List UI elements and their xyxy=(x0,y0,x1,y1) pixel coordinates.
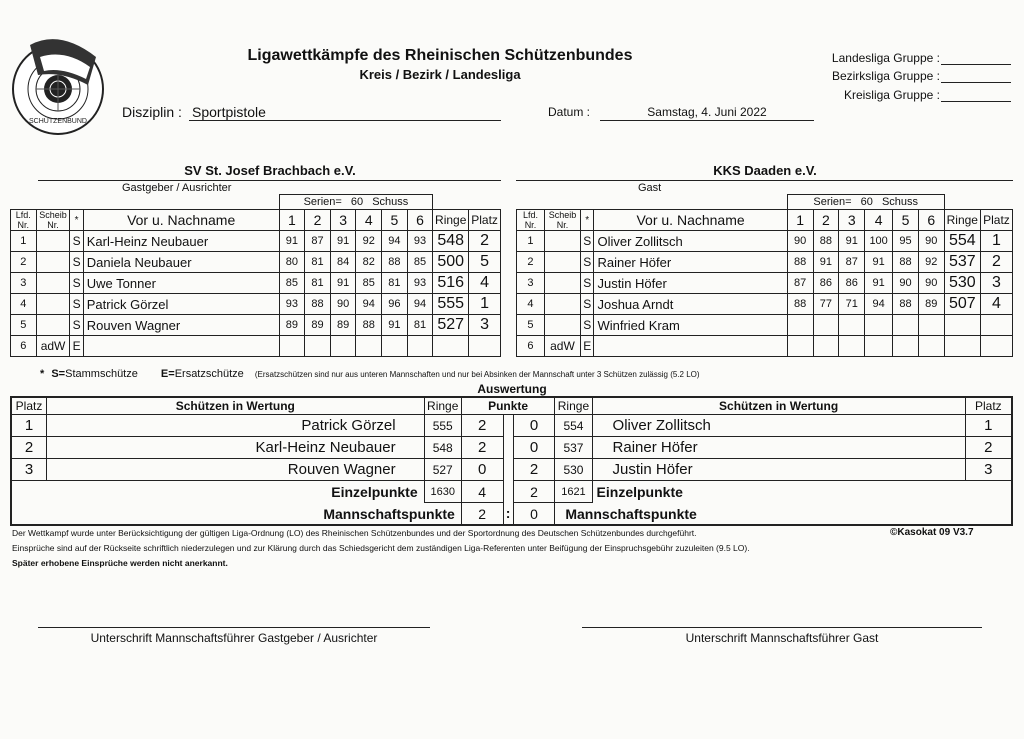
copyright: ©Kasokat 09 V3.7 xyxy=(890,527,974,538)
guest-shooter-type[interactable]: S xyxy=(581,315,594,336)
guest-serien-cell xyxy=(787,195,944,210)
home-platz[interactable] xyxy=(469,336,501,357)
aw-col-ringe-l: Ringe xyxy=(424,397,461,415)
datum-label: Datum : xyxy=(548,105,591,119)
guest-platz[interactable]: 2 xyxy=(980,252,1012,273)
aw-name-l[interactable]: Karl-Heinz Neubauer xyxy=(47,437,425,459)
home-ringe[interactable] xyxy=(433,336,469,357)
home-scheib-nr[interactable]: adW xyxy=(36,336,70,357)
home-row xyxy=(11,252,501,273)
page-subtitle: Kreis / Bezirk / Landesliga xyxy=(359,67,521,82)
guest-row xyxy=(517,273,1013,294)
spacer xyxy=(517,195,788,210)
aw-einzel-ringe-l: 1630 xyxy=(424,481,461,503)
home-team-table xyxy=(10,194,501,357)
guest-series-6[interactable] xyxy=(918,315,944,336)
guest-series-3[interactable]: 86 xyxy=(839,273,865,294)
guest-scheib-nr[interactable]: adW xyxy=(544,336,580,357)
guest-col-s3: 3 xyxy=(839,210,865,231)
home-shooter-name[interactable]: Uwe Tonner xyxy=(83,273,279,294)
aw-col-platz-l: Platz xyxy=(11,397,47,415)
guest-col-scheib: Scheib Nr. xyxy=(544,210,580,231)
home-row xyxy=(11,294,501,315)
guest-series-1[interactable]: 88 xyxy=(787,294,813,315)
home-shooter-type[interactable]: S xyxy=(70,252,83,273)
aw-einzel-pkt-l: 4 xyxy=(461,481,503,503)
home-series-3[interactable]: 91 xyxy=(330,231,356,252)
aw-pkt-r[interactable]: 2 xyxy=(513,459,555,481)
home-shooter-type[interactable]: E xyxy=(70,336,83,357)
auswertung-table xyxy=(10,396,1013,526)
home-col-s4: 4 xyxy=(356,210,382,231)
home-scheib-nr[interactable] xyxy=(36,315,70,336)
home-ringe[interactable]: 500 xyxy=(433,252,469,273)
guest-shooter-type[interactable]: S xyxy=(581,231,594,252)
home-series-1[interactable]: 80 xyxy=(279,252,305,273)
footer-line3: Später erhobene Einsprüche werden nicht anerkannt. xyxy=(12,558,228,568)
spacer xyxy=(433,195,501,210)
aw-pkt-l[interactable]: 0 xyxy=(461,459,503,481)
guest-series-4[interactable] xyxy=(865,315,893,336)
guest-lfd-nr[interactable]: 1 xyxy=(517,231,545,252)
home-lfd-nr[interactable]: 3 xyxy=(11,273,37,294)
guest-shooter-name[interactable]: Winfried Kram xyxy=(594,315,787,336)
guest-series-2[interactable] xyxy=(813,336,839,357)
home-schuss-label: Schuss xyxy=(372,196,409,208)
auswertung-row xyxy=(11,415,1012,437)
guest-shooter-name[interactable]: Justin Höfer xyxy=(594,273,787,294)
signature-label-home: Unterschrift Mannschaftsführer Gastgeber / Ausrichter xyxy=(90,631,378,645)
guest-shooter-type[interactable]: S xyxy=(581,252,594,273)
home-shooter-type[interactable]: S xyxy=(70,231,83,252)
guest-scheib-nr[interactable] xyxy=(544,315,580,336)
guest-series-1[interactable] xyxy=(787,336,813,357)
home-ringe[interactable]: 516 xyxy=(433,273,469,294)
home-series-2[interactable]: 81 xyxy=(305,252,331,273)
aw-pkt-l[interactable]: 2 xyxy=(461,437,503,459)
home-series-6[interactable]: 81 xyxy=(407,315,433,336)
aw-pkt-r[interactable]: 0 xyxy=(513,415,555,437)
home-ringe[interactable]: 527 xyxy=(433,315,469,336)
aw-col-punkte: Punkte xyxy=(461,397,555,415)
home-lfd-nr[interactable]: 6 xyxy=(11,336,37,357)
aw-einzel-ringe-r: 1621 xyxy=(555,481,592,503)
guest-series-6[interactable] xyxy=(918,336,944,357)
home-series-1[interactable]: 85 xyxy=(279,273,305,294)
home-col-s6: 6 xyxy=(407,210,433,231)
home-series-2[interactable]: 89 xyxy=(305,315,331,336)
guest-series-1[interactable]: 90 xyxy=(787,231,813,252)
bezirksliga-field[interactable] xyxy=(941,82,1011,83)
guest-col-s6: 6 xyxy=(918,210,944,231)
home-col-platz: Platz xyxy=(469,210,501,231)
guest-col-ringe: Ringe xyxy=(944,210,980,231)
aw-col-ringe-r: Ringe xyxy=(555,397,592,415)
home-serien-value[interactable]: 60 xyxy=(350,196,364,208)
home-row xyxy=(11,231,501,252)
aw-einzel-pkt-r: 2 xyxy=(513,481,555,503)
aw-einzel-label-l: Einzelpunkte xyxy=(331,483,418,500)
guest-shooter-name[interactable]: Rainer Höfer xyxy=(594,252,787,273)
footer-line2: Einsprüche sind auf der Rückseite schriftlich niederzulegen und zur Klärung durch das Schiedsgericht dem zuständigen Liga-Referenten unter Beifügung der Einspruchsgebühr zuzuleiten (9.5 LO). xyxy=(12,543,750,553)
guest-series-3[interactable]: 71 xyxy=(839,294,865,315)
home-series-3[interactable]: 91 xyxy=(330,273,356,294)
spacer xyxy=(503,415,513,437)
home-series-4[interactable]: 94 xyxy=(356,294,382,315)
aw-einzel-label-r: Einzelpunkte xyxy=(596,483,683,500)
aw-ringe-l[interactable]: 527 xyxy=(424,459,461,481)
guest-scheib-nr[interactable] xyxy=(544,273,580,294)
home-series-4[interactable]: 82 xyxy=(356,252,382,273)
guest-col-name: Vor u. Nachname xyxy=(594,210,787,231)
datum-value[interactable]: Samstag, 4. Juni 2022 xyxy=(647,105,767,119)
guest-col-platz: Platz xyxy=(980,210,1012,231)
aw-mannschaft-label-l: Mannschaftspunkte xyxy=(323,505,455,522)
spacer xyxy=(503,459,513,481)
home-series-3[interactable]: 84 xyxy=(330,252,356,273)
aw-pkt-r[interactable]: 0 xyxy=(513,437,555,459)
home-shooter-name[interactable]: Karl-Heinz Neubauer xyxy=(83,231,279,252)
home-ringe[interactable]: 548 xyxy=(433,231,469,252)
home-scheib-nr[interactable] xyxy=(36,273,70,294)
home-series-5[interactable]: 94 xyxy=(382,231,408,252)
guest-series-1[interactable]: 87 xyxy=(787,273,813,294)
bezirksliga-label: Bezirksliga Gruppe : xyxy=(831,69,940,83)
aw-name-r[interactable]: Rainer Höfer xyxy=(592,437,965,459)
aw-mannschaft-l: 2 xyxy=(461,503,503,526)
guest-series-5[interactable]: 95 xyxy=(893,231,919,252)
guest-ringe[interactable] xyxy=(944,336,980,357)
home-series-5[interactable]: 88 xyxy=(382,252,408,273)
home-series-4[interactable]: 88 xyxy=(356,315,382,336)
home-lfd-nr[interactable]: 2 xyxy=(11,252,37,273)
disziplin-label: Disziplin : xyxy=(122,104,182,120)
guest-series-6[interactable]: 90 xyxy=(918,273,944,294)
guest-series-5[interactable]: 88 xyxy=(893,252,919,273)
home-role: Gastgeber / Ausrichter xyxy=(122,182,232,194)
home-scheib-nr[interactable] xyxy=(36,252,70,273)
home-series-2[interactable] xyxy=(305,336,331,357)
home-series-6[interactable]: 93 xyxy=(407,273,433,294)
guest-lfd-nr[interactable]: 4 xyxy=(517,294,545,315)
aw-col-schuetzen-l: Schützen in Wertung xyxy=(47,397,425,415)
aw-pkt-l[interactable]: 2 xyxy=(461,415,503,437)
home-scheib-nr[interactable] xyxy=(36,294,70,315)
auswertung-title: Auswertung xyxy=(477,382,547,396)
guest-scheib-nr[interactable] xyxy=(544,252,580,273)
home-series-4[interactable]: 92 xyxy=(356,231,382,252)
guest-club-line xyxy=(516,180,1013,181)
guest-series-6[interactable]: 90 xyxy=(918,231,944,252)
guest-col-s2: 2 xyxy=(813,210,839,231)
guest-col-lfd: Lfd. Nr. xyxy=(517,210,545,231)
guest-row xyxy=(517,336,1013,357)
home-shooter-name[interactable] xyxy=(83,336,279,357)
guest-lfd-nr[interactable]: 5 xyxy=(517,315,545,336)
guest-series-5[interactable] xyxy=(893,315,919,336)
aw-platz-r[interactable]: 1 xyxy=(965,415,1012,437)
guest-series-5[interactable]: 90 xyxy=(893,273,919,294)
guest-series-1[interactable] xyxy=(787,315,813,336)
home-series-4[interactable] xyxy=(356,336,382,357)
legend-star: * xyxy=(40,368,45,380)
aw-ringe-l[interactable]: 548 xyxy=(424,437,461,459)
guest-series-4[interactable] xyxy=(865,336,893,357)
home-col-scheib: Scheib Nr. xyxy=(36,210,70,231)
aw-col-schuetzen-r: Schützen in Wertung xyxy=(592,397,965,415)
guest-platz[interactable]: 3 xyxy=(980,273,1012,294)
guest-scheib-nr[interactable] xyxy=(544,231,580,252)
home-ringe[interactable]: 555 xyxy=(433,294,469,315)
guest-series-2[interactable]: 91 xyxy=(813,252,839,273)
guest-series-6[interactable]: 89 xyxy=(918,294,944,315)
guest-shooter-type[interactable]: S xyxy=(581,273,594,294)
aw-name-l[interactable]: Rouven Wagner xyxy=(47,459,425,481)
guest-role: Gast xyxy=(638,182,662,194)
guest-club-name: KKS Daaden e.V. xyxy=(713,163,817,178)
home-serien-cell xyxy=(279,195,433,210)
guest-platz[interactable] xyxy=(980,315,1012,336)
aw-name-r[interactable]: Oliver Zollitsch xyxy=(592,415,965,437)
guest-serien-value[interactable]: 60 xyxy=(860,196,873,208)
guest-shooter-name[interactable] xyxy=(594,336,787,357)
home-series-3[interactable] xyxy=(330,336,356,357)
home-col-ringe: Ringe xyxy=(433,210,469,231)
home-platz[interactable]: 2 xyxy=(469,231,501,252)
home-lfd-nr[interactable]: 4 xyxy=(11,294,37,315)
datum-line xyxy=(600,120,814,121)
guest-series-2[interactable]: 77 xyxy=(813,294,839,315)
guest-row xyxy=(517,231,1013,252)
guest-shooter-name[interactable]: Oliver Zollitsch xyxy=(594,231,787,252)
guest-platz[interactable]: 1 xyxy=(980,231,1012,252)
guest-series-4[interactable]: 100 xyxy=(865,231,893,252)
home-series-1[interactable]: 89 xyxy=(279,315,305,336)
home-series-1[interactable]: 93 xyxy=(279,294,305,315)
guest-series-5[interactable]: 88 xyxy=(893,294,919,315)
home-series-6[interactable]: 94 xyxy=(407,294,433,315)
guest-series-3[interactable]: 87 xyxy=(839,252,865,273)
aw-ringe-r[interactable]: 554 xyxy=(555,415,592,437)
spacer xyxy=(11,503,47,526)
kreisliga-label: Kreisliga Gruppe : xyxy=(843,88,940,102)
signature-line-guest[interactable] xyxy=(582,627,982,628)
guest-series-2[interactable]: 88 xyxy=(813,231,839,252)
landesliga-field[interactable] xyxy=(941,64,1011,65)
aw-platz-l[interactable]: 2 xyxy=(11,437,47,459)
home-series-6[interactable] xyxy=(407,336,433,357)
guest-series-4[interactable]: 91 xyxy=(865,252,893,273)
home-series-5[interactable]: 81 xyxy=(382,273,408,294)
spacer xyxy=(503,437,513,459)
rheinischer-schuetzenbund-logo xyxy=(10,27,106,137)
aw-name-r[interactable]: Justin Höfer xyxy=(592,459,965,481)
home-lfd-nr[interactable]: 5 xyxy=(11,315,37,336)
guest-row xyxy=(517,315,1013,336)
guest-lfd-nr[interactable]: 2 xyxy=(517,252,545,273)
home-serien-label: Serien= xyxy=(303,196,342,208)
legend xyxy=(40,368,700,380)
home-row xyxy=(11,336,501,357)
home-col-s5: 5 xyxy=(382,210,408,231)
guest-series-4[interactable]: 91 xyxy=(865,273,893,294)
home-shooter-type[interactable]: S xyxy=(70,273,83,294)
spacer xyxy=(11,481,47,503)
aw-col-platz-r: Platz xyxy=(965,397,1012,415)
home-series-5[interactable]: 91 xyxy=(382,315,408,336)
spacer xyxy=(944,195,1012,210)
aw-platz-r[interactable]: 3 xyxy=(965,459,1012,481)
legend-e-key: E= xyxy=(160,368,175,380)
aw-mannschaft-sep: : xyxy=(503,503,513,526)
home-platz[interactable]: 1 xyxy=(469,294,501,315)
home-series-1[interactable] xyxy=(279,336,305,357)
guest-series-3[interactable]: 91 xyxy=(839,231,865,252)
guest-col-star: * xyxy=(581,210,594,231)
legend-e-text: Ersatzschütze xyxy=(174,368,244,380)
home-shooter-name[interactable]: Daniela Neubauer xyxy=(83,252,279,273)
home-shooter-type[interactable]: S xyxy=(70,315,83,336)
aw-ringe-l[interactable]: 555 xyxy=(424,415,461,437)
signature-line-home[interactable] xyxy=(38,627,430,628)
guest-shooter-type[interactable]: E xyxy=(581,336,594,357)
home-col-star: * xyxy=(70,210,83,231)
guest-series-5[interactable] xyxy=(893,336,919,357)
signature-label-guest: Unterschrift Mannschaftsführer Gast xyxy=(685,631,879,645)
aw-mannschaft-r: 0 xyxy=(513,503,555,526)
home-col-s1: 1 xyxy=(279,210,305,231)
guest-col-s5: 5 xyxy=(893,210,919,231)
home-series-3[interactable]: 90 xyxy=(330,294,356,315)
aw-platz-l[interactable]: 1 xyxy=(11,415,47,437)
guest-scheib-nr[interactable] xyxy=(544,294,580,315)
home-col-lfd: Lfd. Nr. xyxy=(11,210,37,231)
guest-series-3[interactable] xyxy=(839,336,865,357)
guest-shooter-type[interactable]: S xyxy=(581,294,594,315)
home-series-2[interactable]: 88 xyxy=(305,294,331,315)
guest-series-6[interactable]: 92 xyxy=(918,252,944,273)
aw-platz-l[interactable]: 3 xyxy=(11,459,47,481)
home-col-name: Vor u. Nachname xyxy=(83,210,279,231)
guest-lfd-nr[interactable]: 3 xyxy=(517,273,545,294)
home-scheib-nr[interactable] xyxy=(36,231,70,252)
kreisliga-field[interactable] xyxy=(941,101,1011,102)
guest-row xyxy=(517,294,1013,315)
aw-name-l[interactable]: Patrick Görzel xyxy=(47,415,425,437)
home-series-2[interactable]: 81 xyxy=(305,273,331,294)
guest-series-3[interactable] xyxy=(839,315,865,336)
home-series-4[interactable]: 85 xyxy=(356,273,382,294)
home-platz[interactable]: 5 xyxy=(469,252,501,273)
guest-series-1[interactable]: 88 xyxy=(787,252,813,273)
guest-ringe[interactable] xyxy=(944,315,980,336)
home-row xyxy=(11,315,501,336)
footer-line1: Der Wettkampf wurde unter Berücksichtigung der gültigen Liga-Ordnung (LO) des Rheinischen Schützenbundes und der Sportordnung des Deutschen Schützenbundes durchgeführt. xyxy=(12,528,697,538)
home-col-s2: 2 xyxy=(305,210,331,231)
home-series-3[interactable]: 89 xyxy=(330,315,356,336)
aw-ringe-r[interactable]: 530 xyxy=(555,459,592,481)
guest-col-s4: 4 xyxy=(865,210,893,231)
home-row xyxy=(11,273,501,294)
guest-ringe[interactable]: 530 xyxy=(944,273,980,294)
guest-platz[interactable]: 4 xyxy=(980,294,1012,315)
home-club-line xyxy=(38,180,501,181)
auswertung-row xyxy=(11,437,1012,459)
auswertung-row xyxy=(11,459,1012,481)
home-shooter-name[interactable]: Rouven Wagner xyxy=(83,315,279,336)
guest-series-2[interactable]: 86 xyxy=(813,273,839,294)
guest-shooter-name[interactable]: Joshua Arndt xyxy=(594,294,787,315)
aw-platz-r[interactable]: 2 xyxy=(965,437,1012,459)
guest-schuss-label: Schuss xyxy=(881,196,919,208)
home-lfd-nr[interactable]: 1 xyxy=(11,231,37,252)
home-series-6[interactable]: 85 xyxy=(407,252,433,273)
home-series-5[interactable]: 96 xyxy=(382,294,408,315)
guest-ringe[interactable]: 537 xyxy=(944,252,980,273)
spacer xyxy=(503,481,513,503)
guest-team-table xyxy=(516,194,1013,357)
guest-col-s1: 1 xyxy=(787,210,813,231)
guest-series-4[interactable]: 94 xyxy=(865,294,893,315)
svg-text:SCHÜTZENBUND: SCHÜTZENBUND xyxy=(29,118,87,125)
home-platz[interactable]: 3 xyxy=(469,315,501,336)
home-shooter-type[interactable]: S xyxy=(70,294,83,315)
home-col-s3: 3 xyxy=(330,210,356,231)
aw-mannschaft-label-r: Mannschaftspunkte xyxy=(565,505,697,522)
home-series-1[interactable]: 91 xyxy=(279,231,305,252)
spacer xyxy=(11,195,280,210)
guest-row xyxy=(517,252,1013,273)
home-series-5[interactable] xyxy=(382,336,408,357)
home-series-6[interactable]: 93 xyxy=(407,231,433,252)
legend-note: (Ersatzschützen sind nur aus unteren Mannschaften und nur bei Absinken der Mannschaft unter 3 Schützen zulässig (5.2 LO) xyxy=(254,370,700,379)
guest-ringe[interactable]: 507 xyxy=(944,294,980,315)
landesliga-label: Landesliga Gruppe : xyxy=(831,51,940,65)
guest-series-2[interactable] xyxy=(813,315,839,336)
guest-platz[interactable] xyxy=(980,336,1012,357)
home-club-name: SV St. Josef Brachbach e.V. xyxy=(184,163,356,178)
page-title: Ligawettkämpfe des Rheinischen Schützenbundes xyxy=(247,47,633,64)
guest-serien-label: Serien= xyxy=(813,196,852,208)
legend-s-key: S= xyxy=(51,368,66,380)
aw-ringe-r[interactable]: 537 xyxy=(555,437,592,459)
home-shooter-name[interactable]: Patrick Görzel xyxy=(83,294,279,315)
legend-s-text: Stammschütze xyxy=(65,368,138,380)
spacer xyxy=(965,481,1012,503)
guest-lfd-nr[interactable]: 6 xyxy=(517,336,545,357)
disziplin-value[interactable]: Sportpistole xyxy=(192,104,266,120)
guest-ringe[interactable]: 554 xyxy=(944,231,980,252)
disziplin-line xyxy=(189,120,501,121)
home-series-2[interactable]: 87 xyxy=(305,231,331,252)
home-platz[interactable]: 4 xyxy=(469,273,501,294)
